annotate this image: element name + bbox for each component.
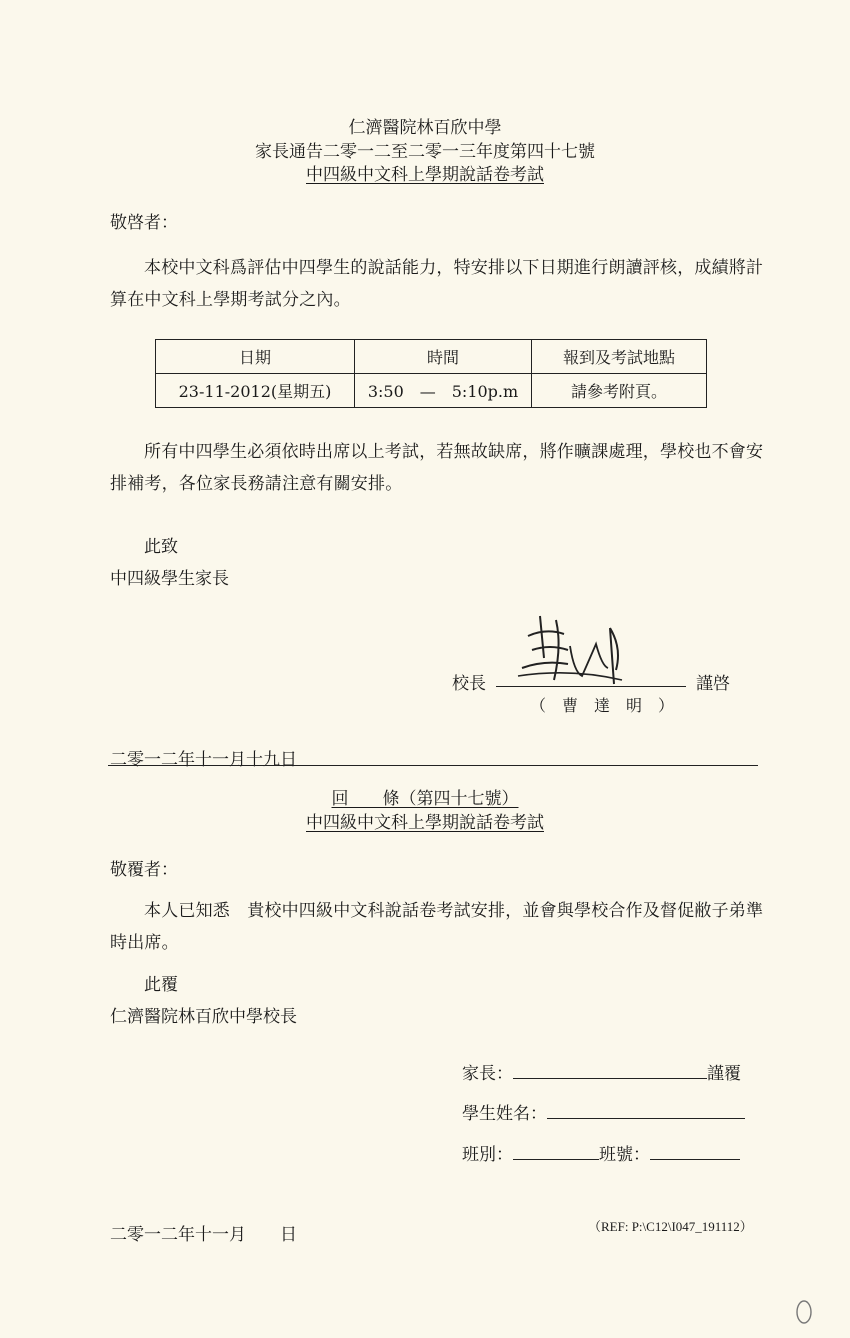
parent-signature-blank[interactable] bbox=[513, 1062, 707, 1079]
cut-line bbox=[108, 765, 758, 766]
student-name-field bbox=[462, 1099, 745, 1124]
signoff: 謹啓 bbox=[696, 674, 730, 694]
parent-field bbox=[462, 1059, 741, 1084]
reply-title-text: 回 條（第四十七號） bbox=[331, 789, 519, 809]
page-mark bbox=[792, 1295, 818, 1329]
reply-date: 二零一二年十一月 日 bbox=[110, 1225, 297, 1245]
signature-line bbox=[496, 686, 686, 687]
reply-title bbox=[0, 784, 850, 809]
notice-subject bbox=[0, 160, 850, 185]
reply-body: 本人已知悉 貴校中四級中文科說話卷考試安排，並會與學校合作及督促敝子弟準時出席。 bbox=[110, 901, 764, 953]
notice-paragraph-2: 所有中四學生必須依時出席以上考試，若無故缺席，將作曠課處理，學校也不會安排補考，各位家長務請注意有關安排。 bbox=[110, 442, 764, 494]
salutation: 敬啓者： bbox=[110, 213, 178, 233]
header-date: 日期 bbox=[156, 340, 355, 374]
header-time: 時間 bbox=[355, 340, 532, 374]
closing: 此致 bbox=[144, 537, 178, 557]
notice-date: 二零一二年十一月十九日 bbox=[110, 750, 297, 770]
exam-schedule-table bbox=[155, 339, 707, 408]
student-name-label: 學生姓名： bbox=[462, 1104, 547, 1124]
class-field bbox=[462, 1140, 740, 1165]
parent-signoff: 謹覆 bbox=[707, 1064, 741, 1084]
reply-subject-text: 中四級中文科上學期說話卷考試 bbox=[306, 813, 544, 833]
cell-time: 3:50 — 5:10p.m bbox=[355, 374, 532, 408]
principal-label: 校長 bbox=[452, 674, 486, 694]
reference-code: （REF: P:\C12\I047_191112） bbox=[588, 1219, 753, 1234]
notice-subject-text: 中四級中文科上學期說話卷考試 bbox=[306, 165, 544, 185]
reply-subject bbox=[0, 808, 850, 833]
notice-number: 家長通告二零一二至二零一三年度第四十七號 bbox=[255, 142, 595, 162]
table-header-row bbox=[156, 340, 707, 374]
reply-salutation: 敬覆者： bbox=[110, 860, 178, 880]
cell-date: 23-11-2012(星期五) bbox=[156, 374, 355, 408]
principal-name: （ 曹 達 明 ） bbox=[530, 696, 675, 715]
reply-closing: 此覆 bbox=[144, 975, 178, 995]
principal-signature bbox=[510, 598, 630, 690]
school-name: 仁濟醫院林百欣中學 bbox=[348, 118, 502, 138]
reply-recipient: 仁濟醫院林百欣中學校長 bbox=[110, 1007, 297, 1027]
class-blank[interactable] bbox=[513, 1143, 599, 1160]
cell-venue: 請參考附頁。 bbox=[532, 374, 707, 408]
parent-label: 家長： bbox=[462, 1064, 513, 1084]
recipient: 中四級學生家長 bbox=[110, 569, 229, 589]
class-number-label: 班號： bbox=[599, 1145, 650, 1165]
class-number-blank[interactable] bbox=[650, 1143, 740, 1160]
student-name-blank[interactable] bbox=[547, 1102, 745, 1119]
class-label: 班別： bbox=[462, 1145, 513, 1165]
header-venue: 報到及考試地點 bbox=[532, 340, 707, 374]
table-row bbox=[156, 374, 707, 408]
notice-paragraph-1: 本校中文科爲評估中四學生的說話能力，特安排以下日期進行朗讀評核，成績將計算在中文科上學期考試分之內。 bbox=[110, 258, 764, 310]
